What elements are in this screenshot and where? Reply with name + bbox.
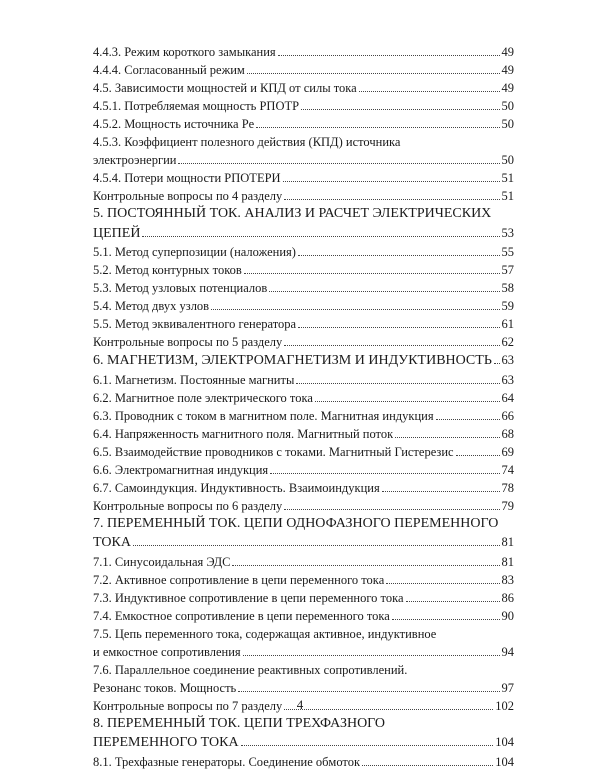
toc-entry-title: 6.4. Напряженность магнитного поля. Магнитный поток	[93, 426, 394, 441]
toc-entry	[93, 461, 514, 479]
toc-entry	[93, 333, 514, 351]
dot-leader	[238, 691, 499, 692]
toc-entry-page: 49	[501, 81, 514, 95]
toc-entry-page: 51	[501, 189, 514, 203]
toc-entry-title: 7.2. Активное сопротивление в цепи переменного тока	[93, 572, 385, 587]
page-number: 4	[296, 697, 304, 712]
dot-leader	[298, 327, 499, 328]
dot-leader	[382, 491, 500, 492]
toc-section-heading	[93, 715, 514, 753]
toc-entry-page: 50	[501, 117, 514, 131]
toc-entry-page: 104	[495, 735, 514, 749]
toc-entry-page: 94	[501, 644, 514, 659]
toc-entry-title: 4.5.2. Мощность источника Pe	[93, 117, 255, 131]
dot-leader	[296, 383, 499, 384]
toc-entry	[93, 187, 514, 205]
toc-entry-row	[93, 297, 514, 315]
toc-entry-title: Резонанс токов. Мощность	[93, 680, 237, 695]
toc-entry-page: 90	[501, 608, 514, 623]
toc-entry-title: 7.1. Синусоидальная ЭДС	[93, 554, 231, 569]
toc-entry-title-line: 5. ПОСТОЯННЫЙ ТОК. АНАЛИЗ И РАСЧЕТ ЭЛЕКТРИЧЕСКИХ	[93, 206, 492, 221]
toc-entry-title: 6.3. Проводник с током в магнитном поле. Магнитная индукция	[93, 408, 434, 423]
toc-entry-page: 62	[501, 335, 514, 349]
toc-entry-row	[93, 187, 514, 205]
toc-entry-page: 53	[501, 225, 514, 240]
dot-leader	[284, 345, 499, 346]
dot-leader	[142, 236, 499, 237]
toc-entry-row	[93, 371, 514, 389]
toc-entry	[93, 571, 514, 589]
dot-leader	[406, 601, 500, 602]
toc-entry-row	[93, 315, 514, 333]
toc-entry-page: 104	[495, 754, 514, 769]
toc-entry-page: 59	[501, 299, 514, 313]
dot-leader	[392, 619, 500, 620]
toc-entry-row	[93, 43, 514, 61]
toc-entry	[93, 407, 514, 425]
toc-entry-title: 6. МАГНЕТИЗМ, ЭЛЕКТРОМАГНЕТИЗМ И ИНДУКТИВНОСТЬ	[93, 353, 492, 368]
toc-entry	[93, 261, 514, 279]
dot-leader	[386, 583, 499, 584]
toc-entry	[93, 553, 514, 571]
dot-leader	[283, 181, 500, 182]
toc-entry-title: 7.3. Индуктивное сопротивление в цепи переменного тока	[93, 590, 404, 605]
toc-entry-title: Контрольные вопросы по 6 разделу	[93, 498, 283, 513]
toc-entry-page: 86	[501, 590, 514, 605]
toc-entry-row	[93, 115, 514, 133]
toc-entry	[93, 61, 514, 79]
toc-entry-page: 49	[501, 63, 514, 77]
toc-entry	[93, 479, 514, 497]
toc-entry	[93, 279, 514, 297]
toc-entry-page: 61	[501, 317, 514, 331]
dot-leader	[284, 509, 499, 510]
toc-entry-row	[93, 61, 514, 79]
toc-entry-page: 50	[501, 153, 514, 167]
toc-entry-row	[93, 79, 514, 97]
toc-entry	[93, 97, 514, 115]
toc-entry	[93, 497, 514, 515]
toc-entry	[93, 661, 514, 697]
toc-entry-row	[93, 607, 514, 625]
toc-entry-title: 4.5.1. Потребляемая мощность PПОТР	[93, 99, 300, 113]
toc-entry-title: ТОКА	[93, 535, 131, 550]
toc-entry-row	[93, 589, 514, 607]
dot-leader	[315, 401, 500, 402]
table-of-contents	[93, 43, 514, 771]
toc-entry	[93, 753, 514, 771]
toc-entry-title: 6.1. Магнетизм. Постоянные магниты	[93, 372, 295, 387]
toc-entry-page: 78	[501, 480, 514, 495]
toc-entry-title: 6.6. Электромагнитная индукция	[93, 462, 269, 477]
dot-leader	[270, 473, 499, 474]
toc-entry-title: и емкостное сопротивления	[93, 644, 241, 659]
dot-leader	[269, 291, 499, 292]
toc-entry-row	[93, 151, 514, 169]
toc-entry-page: 97	[501, 680, 514, 695]
toc-entry-title: Контрольные вопросы по 7 разделу	[93, 698, 283, 713]
toc-entry	[93, 607, 514, 625]
toc-entry-row	[93, 97, 514, 115]
toc-entry-title: 6.2. Магнитное поле электрического тока	[93, 390, 313, 405]
dot-leader	[284, 199, 499, 200]
dot-leader	[359, 91, 500, 92]
toc-section-heading	[93, 515, 514, 553]
toc-entry-page: 49	[501, 45, 514, 59]
toc-entry-row	[93, 407, 514, 425]
toc-entry-row	[93, 479, 514, 497]
toc-entry-row	[93, 553, 514, 571]
dot-leader	[133, 545, 500, 546]
toc-entry	[93, 297, 514, 315]
toc-entry-title: 5.3. Метод узловых потенциалов	[93, 281, 268, 295]
toc-entry	[93, 371, 514, 389]
dot-leader	[278, 55, 500, 56]
dot-leader	[243, 655, 500, 656]
dot-leader	[244, 273, 500, 274]
toc-entry-title-line: 8. ПЕРЕМЕННЫЙ ТОК. ЦЕПИ ТРЕХФАЗНОГО	[93, 715, 386, 731]
toc-entry	[93, 169, 514, 187]
toc-entry-row	[93, 224, 514, 244]
toc-entry-title: 7.4. Емкостное сопротивление в цепи переменного тока	[93, 608, 390, 623]
toc-entry-title: Контрольные вопросы по 5 разделу	[93, 335, 283, 349]
toc-entry-page: 66	[501, 408, 514, 423]
toc-entry-title: 6.7. Самоиндукция. Индуктивность. Взаимоиндукция	[93, 480, 380, 495]
toc-entry-page: 63	[501, 353, 514, 367]
toc-entry-title: 8.1. Трехфазные генераторы. Соединение обмоток	[93, 754, 361, 769]
dot-leader	[298, 255, 500, 256]
dot-leader	[456, 455, 500, 456]
toc-entry-title-line: 7.5. Цепь переменного тока, содержащая активное, индуктивное	[93, 626, 437, 641]
toc-entry-title: 4.4.3. Режим короткого замыкания	[93, 45, 276, 59]
toc-entry-row	[93, 261, 514, 279]
toc-entry-row	[93, 497, 514, 515]
toc-entry-row	[93, 351, 514, 371]
toc-entry-row	[93, 279, 514, 297]
toc-entry-row	[93, 169, 514, 187]
toc-entry-page: 74	[501, 462, 514, 477]
toc-entry-page: 57	[501, 263, 514, 277]
toc-entry-page: 51	[501, 171, 514, 185]
dot-leader	[362, 765, 493, 766]
toc-entry-title: 4.5.4. Потери мощности PПОТЕРИ	[93, 171, 281, 185]
toc-entry	[93, 43, 514, 61]
toc-entry-row	[93, 643, 514, 661]
toc-entry-page: 83	[501, 572, 514, 587]
toc-entry	[93, 315, 514, 333]
toc-entry-title: 4.4.4. Согласованный режим	[93, 63, 245, 77]
toc-entry-title: электроэнергии	[93, 153, 177, 167]
toc-entry-row	[93, 389, 514, 407]
dot-leader	[395, 437, 499, 438]
toc-entry	[93, 243, 514, 261]
toc-entry-page: 64	[501, 390, 514, 405]
toc-entry-title: 4.5. Зависимости мощностей и КПД от силы тока	[93, 81, 357, 95]
toc-entry-title: 5.4. Метод двух узлов	[93, 299, 210, 313]
toc-entry-row	[93, 461, 514, 479]
dot-leader	[178, 163, 499, 164]
toc-entry-page: 81	[501, 554, 514, 569]
toc-entry-page: 102	[495, 698, 514, 713]
toc-entry-row	[93, 425, 514, 443]
toc-entry	[93, 389, 514, 407]
toc-entry-page: 69	[501, 444, 514, 459]
dot-leader	[494, 363, 500, 364]
dot-leader	[436, 419, 500, 420]
toc-entry-row	[93, 533, 514, 553]
toc-entry	[93, 589, 514, 607]
toc-entry-title: 5.1. Метод суперпозиции (наложения)	[93, 245, 296, 259]
toc-entry-title: 5.2. Метод контурных токов	[93, 263, 242, 277]
toc-entry	[93, 443, 514, 461]
toc-entry-row	[93, 753, 514, 771]
toc-section-heading	[93, 351, 514, 371]
dot-leader	[211, 309, 499, 310]
dot-leader	[241, 745, 494, 746]
toc-entry-row	[93, 443, 514, 461]
toc-entry-page: 68	[501, 426, 514, 441]
toc-entry	[93, 133, 514, 169]
toc-entry-title: 5.5. Метод эквивалентного генератора	[93, 317, 297, 331]
toc-entry-page: 58	[501, 281, 514, 295]
dot-leader	[301, 109, 499, 110]
dot-leader	[256, 127, 499, 128]
toc-section-heading	[93, 205, 514, 243]
toc-entry-row	[93, 333, 514, 351]
toc-entry-page: 63	[501, 372, 514, 387]
toc-entry-title: ЦЕПЕЙ	[93, 225, 141, 241]
toc-entry-title-line: 7.6. Параллельное соединение реактивных сопротивлений.	[93, 662, 408, 677]
toc-entry-title: 6.5. Взаимодействие проводников с токами. Магнитный Гистерезис	[93, 444, 454, 459]
toc-entry-page: 79	[501, 498, 514, 513]
toc-entry-row	[93, 243, 514, 261]
toc-entry-title: Контрольные вопросы по 4 разделу	[93, 189, 283, 203]
toc-entry-row	[93, 571, 514, 589]
dot-leader	[247, 73, 500, 74]
toc-entry-title-line: 4.5.3. Коэффициент полезного действия (КПД) источника	[93, 135, 401, 149]
toc-entry-title: ПЕРЕМЕННОГО ТОКА	[93, 735, 239, 750]
dot-leader	[232, 565, 499, 566]
toc-entry	[93, 425, 514, 443]
toc-entry-page: 81	[501, 535, 514, 549]
toc-entry-page: 50	[501, 99, 514, 113]
toc-entry	[93, 79, 514, 97]
toc-entry	[93, 115, 514, 133]
toc-entry-title-line: 7. ПЕРЕМЕННЫЙ ТОК. ЦЕПИ ОДНОФАЗНОГО ПЕРЕМЕННОГО	[93, 515, 499, 531]
toc-entry-row	[93, 679, 514, 697]
toc-entry-page: 55	[501, 245, 514, 259]
toc-entry	[93, 625, 514, 661]
